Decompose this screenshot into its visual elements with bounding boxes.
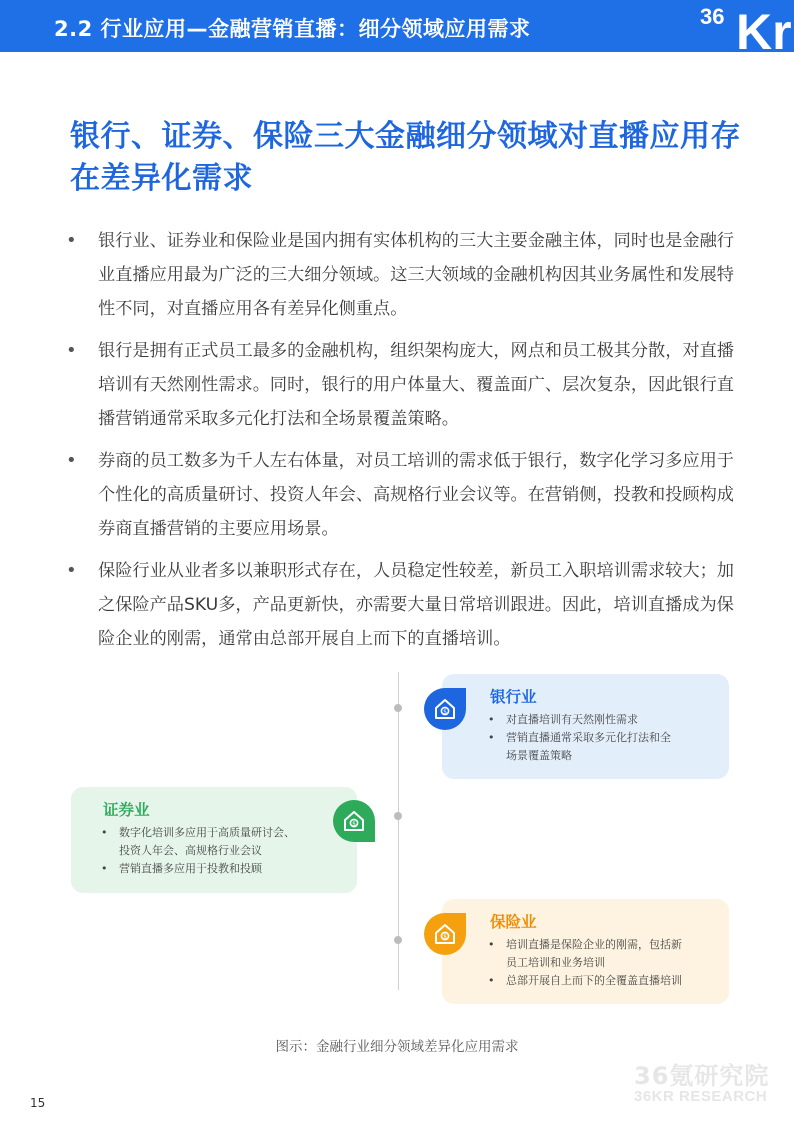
- insurance-icon: [424, 913, 466, 955]
- bank-card: [442, 674, 729, 779]
- insurance-card-title: 保险业: [490, 913, 537, 931]
- bullet-dot: •: [66, 450, 77, 471]
- bullet-item: [66, 554, 746, 656]
- svg-text:$: $: [443, 933, 447, 941]
- bullet-item: [66, 224, 746, 326]
- bank-card-list: [488, 711, 718, 765]
- watermark-en: 36KR RESEARCH: [634, 1088, 768, 1105]
- bullet-dot: •: [66, 560, 77, 581]
- insurance-card-line: • 培训直播是保险企业的刚需，包括新: [488, 938, 682, 951]
- watermark-cn: 36氪研究院: [634, 1062, 770, 1090]
- page-heading: 银行、证券、保险三大金融细分领域对直播应用存在差异化需求: [70, 119, 741, 196]
- securities-icon: [333, 800, 375, 842]
- svg-text:$: $: [443, 708, 447, 716]
- logo-36: 36: [700, 4, 725, 29]
- securities-card-title: 证券业: [103, 801, 150, 819]
- securities-card-line: • 数字化培训多应用于高质量研讨会、: [101, 826, 295, 839]
- bullet-text: 银行是拥有正式员工最多的金融机构，组织架构庞大，网点和员工极其分散，对直播培训有天然刚性需求。同时，银行的用户体量大、覆盖面广、层次复杂，因此银行直播营销通常采取多元化打法和全场景覆盖策略。: [98, 341, 734, 429]
- logo-kr: Kr: [736, 4, 792, 60]
- bank-card-line: • 对直播培训有天然刚性需求: [488, 713, 638, 726]
- bullet-item: [66, 334, 746, 436]
- bullet-text: 保险行业从业者多以兼职形式存在，人员稳定性较差，新员工入职培训需求较大；加之保险产品SKU多，产品更新快，亦需要大量日常培训跟进。因此，培训直播成为保险企业的刚需，通常由总部开展自上而下的直播培训。: [98, 561, 734, 649]
- bank-card-title: 银行业: [490, 688, 537, 706]
- securities-card: [71, 787, 357, 893]
- bank-card-line: • 营销直播通常采取多元化打法和全: [488, 731, 671, 744]
- bank-card-line: 场景覆盖策略: [506, 749, 572, 762]
- timeline-dot: [394, 936, 402, 944]
- insurance-card-list: [488, 936, 718, 990]
- bullet-text: 银行业、证券业和保险业是国内拥有实体机构的三大主要金融主体，同时也是金融行业直播应用最为广泛的三大细分领域。这三大领域的金融机构因其业务属性和发展特性不同，对直播应用各有差异化侧重点。: [98, 231, 734, 319]
- insurance-card-line: 员工培训和业务培训: [506, 956, 605, 969]
- timeline-dot: [394, 704, 402, 712]
- figure-caption: 图示：金融行业细分领域差异化应用需求: [275, 1039, 519, 1055]
- securities-card-list: [101, 824, 331, 878]
- bullet-list: [66, 224, 746, 664]
- bullet-text: 券商的员工数多为千人左右体量，对员工培训的需求低于银行，数字化学习多应用于个性化的高质量研讨、投资人年会、高规格行业会议等。在营销侧，投教和投顾构成券商直播营销的主要应用场景。: [98, 451, 734, 539]
- securities-card-line: 投资人年会、高规格行业会议: [119, 844, 262, 857]
- header-title: 2.2 行业应用—金融营销直播：细分领域应用需求: [54, 17, 531, 41]
- securities-card-line: • 营销直播多应用于投教和投顾: [101, 862, 262, 875]
- timeline-dot: [394, 812, 402, 820]
- insurance-card: [442, 899, 729, 1004]
- bullet-dot: •: [66, 340, 77, 361]
- insurance-card-line: • 总部开展自上而下的全覆盖直播培训: [488, 974, 682, 987]
- svg-text:$: $: [352, 820, 356, 828]
- page-number: 15: [30, 1096, 46, 1110]
- bullet-dot: •: [66, 230, 77, 251]
- bank-icon: [424, 688, 466, 730]
- bullet-item: [66, 444, 746, 546]
